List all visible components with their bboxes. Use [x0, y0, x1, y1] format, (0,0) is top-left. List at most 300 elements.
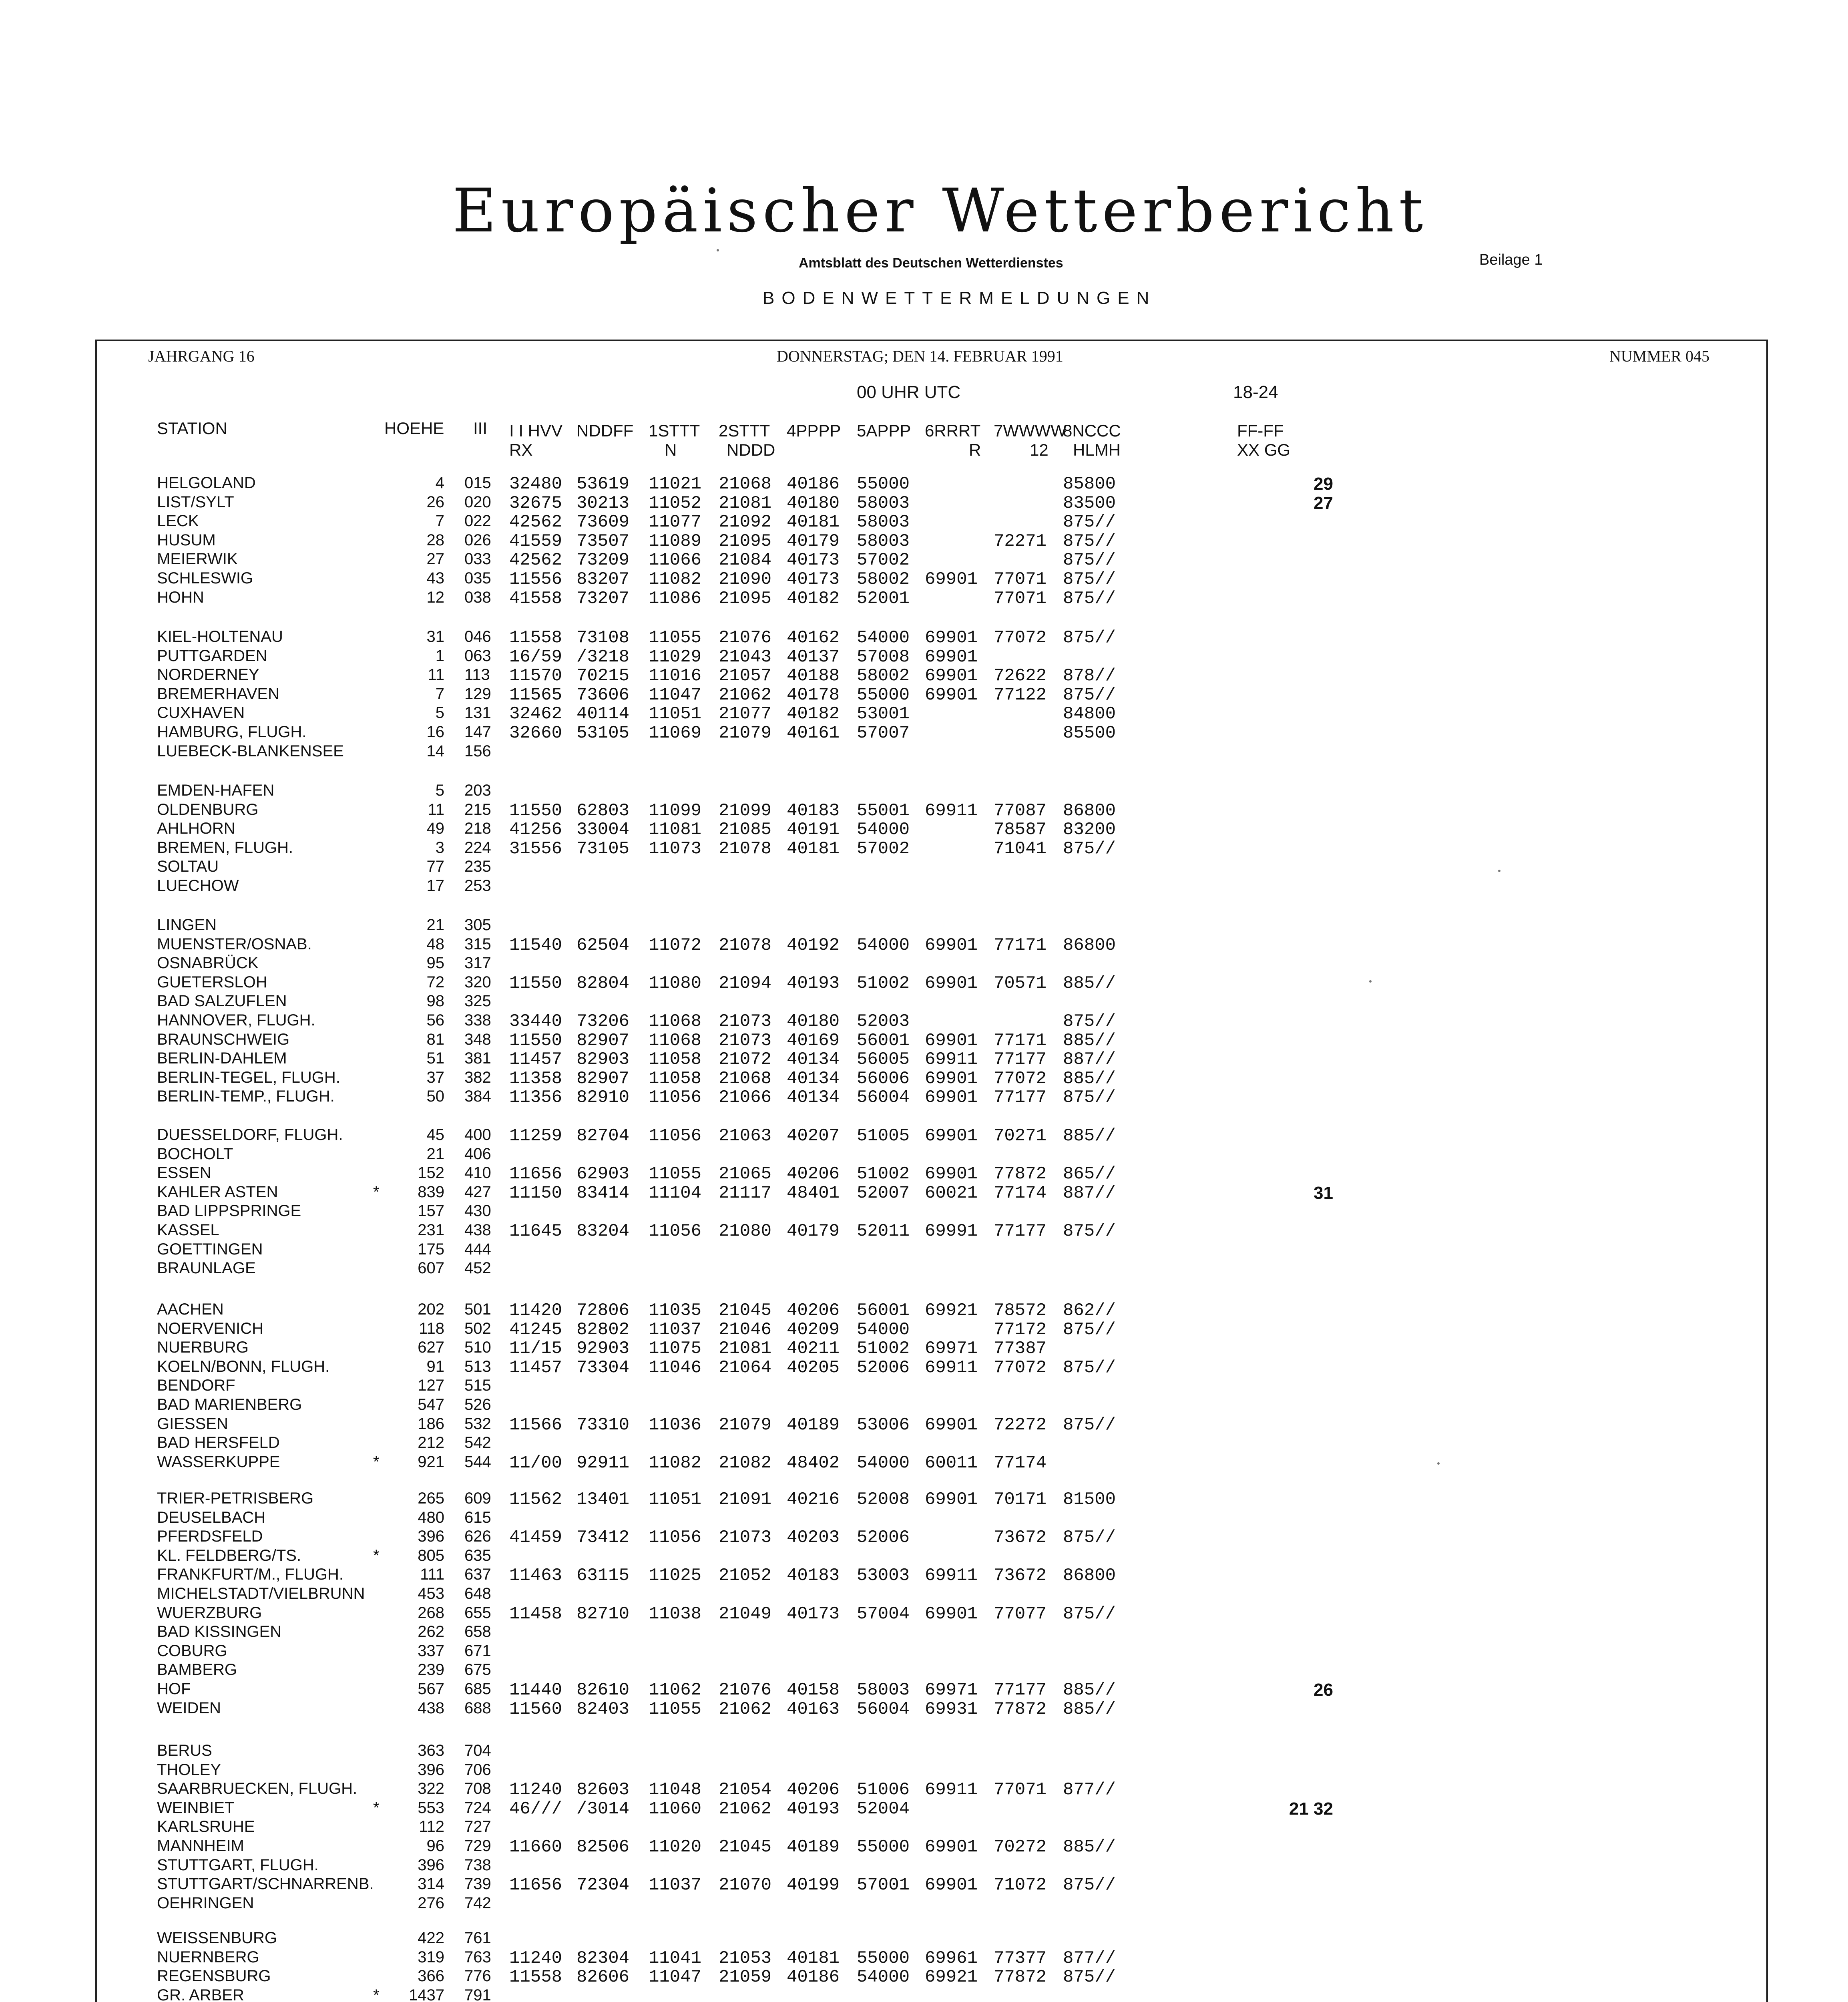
code-group-8: 77177: [994, 1221, 1047, 1241]
code-group-4: 21081: [719, 1339, 772, 1359]
code-group-7: 60021: [925, 1183, 978, 1203]
code-group-5: 40162: [787, 628, 840, 648]
code-group-5: 40206: [787, 1300, 840, 1321]
code-group-4: 21045: [719, 1837, 772, 1857]
station-id: 224: [464, 838, 491, 856]
station-name: MEIERWIK: [157, 550, 238, 568]
station-id: 203: [464, 782, 491, 799]
station-height: 27: [426, 550, 444, 568]
station-height: 127: [418, 1377, 444, 1395]
station-id: 776: [464, 1967, 491, 1985]
code-group-5: 40186: [787, 474, 840, 494]
code-group-9: 83500: [1063, 493, 1116, 513]
code-group-2: 72304: [576, 1875, 630, 1895]
station-id: 452: [464, 1259, 491, 1277]
table-row: [0, 1837, 1848, 1856]
station-id: 763: [464, 1948, 491, 1966]
code-group-9: 875//: [1063, 1087, 1116, 1108]
code-group-9: 875//: [1063, 569, 1116, 589]
code-group-9: 885//: [1063, 1068, 1116, 1089]
code-group-1: 33440: [509, 1011, 562, 1031]
code-group-7: 69911: [925, 1780, 978, 1800]
table-row: [0, 1780, 1848, 1799]
code-group-7: 69911: [925, 800, 978, 821]
station-name: LUECHOW: [157, 877, 239, 894]
code-group-8: 71041: [994, 838, 1047, 859]
code-group-7: 69971: [925, 1339, 978, 1359]
code-group-9: 84800: [1063, 704, 1116, 724]
station-name: WEINBIET: [157, 1799, 235, 1817]
table-row: [0, 704, 1848, 723]
code-group-1: 11540: [509, 935, 562, 955]
code-group-9: 86800: [1063, 800, 1116, 821]
col-g9-sub: HLMH: [1073, 440, 1121, 459]
code-group-6: 58003: [857, 1680, 910, 1700]
code-group-4: 21099: [719, 800, 772, 821]
table-row: [0, 474, 1848, 493]
table-row: [0, 1967, 1848, 1986]
station-id: 609: [464, 1489, 491, 1507]
table-row: [0, 1049, 1848, 1069]
code-group-4: 21057: [719, 666, 772, 686]
code-group-9: 86800: [1063, 935, 1116, 955]
code-group-6: 54000: [857, 1453, 910, 1473]
code-group-6: 58003: [857, 531, 910, 551]
station-name: MICHELSTADT/VIELBRUNN: [157, 1585, 365, 1602]
col-g7: 6RRRT: [925, 421, 981, 440]
code-group-5: 40134: [787, 1068, 840, 1089]
code-group-2: 73304: [576, 1357, 630, 1378]
code-group-8: 77072: [994, 1068, 1047, 1089]
station-name: OEHRINGEN: [157, 1894, 254, 1912]
code-group-1: 11656: [509, 1164, 562, 1184]
station-name: KARLSRUHE: [157, 1818, 255, 1836]
code-group-7: 60011: [925, 1453, 978, 1473]
code-group-6: 57002: [857, 838, 910, 859]
code-group-3: 11058: [649, 1068, 702, 1089]
code-group-6: 51002: [857, 1339, 910, 1359]
code-group-5: 40179: [787, 531, 840, 551]
table-row: [0, 916, 1848, 935]
station-id: 637: [464, 1566, 491, 1584]
code-group-4: 21049: [719, 1604, 772, 1624]
code-group-8: 77087: [994, 800, 1047, 821]
code-group-5: 40178: [787, 685, 840, 705]
code-group-2: /3218: [576, 647, 630, 667]
table-row: [0, 1799, 1848, 1818]
table-row: [0, 685, 1848, 704]
mountain-station-marker: *: [373, 1986, 380, 2002]
station-height: 49: [426, 820, 444, 838]
code-group-2: /3014: [576, 1799, 630, 1819]
code-group-5: 40206: [787, 1164, 840, 1184]
table-row: [0, 1818, 1848, 1837]
code-group-4: 21077: [719, 704, 772, 724]
code-group-5: 40209: [787, 1319, 840, 1340]
station-name: LIST/SYLT: [157, 493, 234, 511]
col-station: STATION: [157, 419, 227, 438]
station-name: BAD HERSFELD: [157, 1434, 280, 1452]
station-name: COBURG: [157, 1642, 227, 1660]
code-group-2: 40114: [576, 704, 630, 724]
code-group-3: 11021: [649, 474, 702, 494]
code-group-3: 11048: [649, 1780, 702, 1800]
code-group-8: 77077: [994, 1604, 1047, 1624]
station-height: 98: [426, 992, 444, 1010]
station-id: 724: [464, 1799, 491, 1817]
station-name: PFERDSFELD: [157, 1528, 263, 1546]
table-row: [0, 1240, 1848, 1260]
code-group-8: 72271: [994, 531, 1047, 551]
station-name: HOF: [157, 1680, 191, 1698]
code-group-6: 58002: [857, 666, 910, 686]
station-height: 363: [418, 1742, 444, 1759]
period-label: 18-24: [1233, 382, 1278, 402]
code-group-6: 58002: [857, 569, 910, 589]
station-name: BRAUNSCHWEIG: [157, 1030, 290, 1048]
code-group-7: 69921: [925, 1300, 978, 1321]
station-id: 325: [464, 992, 491, 1010]
code-group-1: 11458: [509, 1604, 562, 1624]
code-group-2: 82606: [576, 1967, 630, 1988]
code-group-1: 41558: [509, 588, 562, 609]
code-group-6: 55000: [857, 685, 910, 705]
code-group-6: 54000: [857, 935, 910, 955]
table-row: [0, 1259, 1848, 1278]
station-name: BOCHOLT: [157, 1145, 233, 1163]
station-name: BERLIN-TEGEL, FLUGH.: [157, 1068, 340, 1086]
code-group-3: 11025: [649, 1566, 702, 1586]
station-id: 526: [464, 1396, 491, 1413]
code-group-6: 55001: [857, 800, 910, 821]
station-name: NORDERNEY: [157, 666, 259, 684]
code-group-5: 40205: [787, 1357, 840, 1378]
wind-gust: 26: [1314, 1680, 1333, 1700]
code-group-8: 70272: [994, 1837, 1047, 1857]
code-group-9: 875//: [1063, 1415, 1116, 1435]
code-group-3: 11047: [649, 685, 702, 705]
code-group-4: 21062: [719, 1799, 772, 1819]
code-group-4: 21068: [719, 474, 772, 494]
station-name: DUESSELDORF, FLUGH.: [157, 1126, 343, 1144]
station-id: 430: [464, 1202, 491, 1220]
code-group-1: 11550: [509, 1030, 562, 1051]
station-height: 805: [418, 1546, 444, 1564]
table-row: [0, 1547, 1848, 1566]
code-group-5: 40134: [787, 1087, 840, 1108]
col-ff-sub: XX GG: [1237, 440, 1291, 459]
code-group-6: 51006: [857, 1780, 910, 1800]
code-group-5: 40182: [787, 704, 840, 724]
table-row: [0, 531, 1848, 551]
code-group-3: 11068: [649, 1011, 702, 1031]
code-group-7: 69901: [925, 1415, 978, 1435]
station-id: 015: [464, 474, 491, 492]
table-row: [0, 1528, 1848, 1547]
code-group-4: 21073: [719, 1528, 772, 1548]
code-group-4: 21062: [719, 685, 772, 705]
code-group-5: 40189: [787, 1415, 840, 1435]
station-height: 231: [418, 1221, 444, 1239]
code-group-4: 21078: [719, 935, 772, 955]
wind-gust: 27: [1314, 493, 1333, 513]
code-group-5: 40192: [787, 935, 840, 955]
date-label: DONNERSTAG; DEN 14. FEBRUAR 1991: [777, 347, 1063, 365]
col-g1-sub: RX: [509, 440, 533, 459]
col-g2: NDDFF: [576, 421, 634, 440]
table-row: [0, 1126, 1848, 1145]
scan-speck: [1498, 870, 1500, 872]
code-group-6: 55000: [857, 1948, 910, 1968]
code-group-4: 21052: [719, 1566, 772, 1586]
code-group-5: 40186: [787, 1967, 840, 1988]
code-group-4: 21073: [719, 1011, 772, 1031]
code-group-9: 86800: [1063, 1566, 1116, 1586]
station-id: 400: [464, 1126, 491, 1144]
station-height: 7: [435, 685, 444, 703]
station-name: BERLIN-DAHLEM: [157, 1049, 287, 1067]
mountain-station-marker: *: [373, 1453, 380, 1471]
station-name: BAD SALZUFLEN: [157, 992, 287, 1010]
station-height: 186: [418, 1415, 444, 1433]
table-row: [0, 1604, 1848, 1623]
code-group-6: 54000: [857, 820, 910, 840]
volume-label: JAHRGANG 16: [148, 347, 255, 365]
code-group-1: 11565: [509, 685, 562, 705]
station-id: 708: [464, 1780, 491, 1798]
code-group-4: 21085: [719, 820, 772, 840]
code-group-7: 69931: [925, 1699, 978, 1719]
code-group-2: 82910: [576, 1087, 630, 1108]
station-height: 95: [426, 954, 444, 972]
code-group-7: 69911: [925, 1357, 978, 1378]
code-group-2: 83414: [576, 1183, 630, 1203]
code-group-3: 11041: [649, 1948, 702, 1968]
code-group-6: 52007: [857, 1183, 910, 1203]
code-group-3: 11099: [649, 800, 702, 821]
code-group-1: 11358: [509, 1068, 562, 1089]
station-id: 729: [464, 1837, 491, 1855]
code-group-2: 73108: [576, 628, 630, 648]
code-group-3: 11052: [649, 493, 702, 513]
code-group-1: 11660: [509, 1837, 562, 1857]
code-group-1: 11463: [509, 1566, 562, 1586]
station-name: SAARBRUECKEN, FLUGH.: [157, 1780, 358, 1798]
col-id: III: [473, 419, 488, 438]
code-group-7: 69971: [925, 1680, 978, 1700]
station-name: BREMERHAVEN: [157, 685, 279, 703]
code-group-4: 21078: [719, 838, 772, 859]
table-row: [0, 628, 1848, 647]
code-group-4: 21090: [719, 569, 772, 589]
code-group-6: 53003: [857, 1566, 910, 1586]
code-group-3: 11036: [649, 1415, 702, 1435]
code-group-9: 81500: [1063, 1489, 1116, 1510]
station-height: 45: [426, 1126, 444, 1144]
station-id: 305: [464, 916, 491, 934]
station-name: BAMBERG: [157, 1661, 237, 1679]
station-id: 658: [464, 1623, 491, 1641]
col-g8-sub: 12: [1030, 440, 1049, 459]
code-group-3: 11082: [649, 569, 702, 589]
station-name: GR. ARBER: [157, 1986, 244, 2002]
station-height: 921: [418, 1453, 444, 1471]
table-row: [0, 1320, 1848, 1339]
station-name: LINGEN: [157, 916, 217, 934]
code-group-9: 862//: [1063, 1300, 1116, 1321]
station-height: 175: [418, 1240, 444, 1258]
code-group-5: 40181: [787, 838, 840, 859]
station-name: BENDORF: [157, 1377, 235, 1395]
code-group-7: 69901: [925, 1087, 978, 1108]
code-group-8: 77872: [994, 1699, 1047, 1719]
code-group-8: 77072: [994, 628, 1047, 648]
code-group-2: 82804: [576, 973, 630, 993]
code-group-7: 69911: [925, 1049, 978, 1070]
col-g4: 2STTT: [719, 421, 770, 440]
station-name: NOERVENICH: [157, 1319, 263, 1337]
code-group-1: 11457: [509, 1049, 562, 1070]
code-group-1: 42562: [509, 550, 562, 571]
scan-speck: [717, 249, 719, 251]
code-group-3: 11060: [649, 1799, 702, 1819]
table-row: [0, 1623, 1848, 1642]
code-group-6: 57007: [857, 723, 910, 743]
table-row: [0, 954, 1848, 973]
code-group-8: 70271: [994, 1126, 1047, 1146]
code-group-5: 40203: [787, 1528, 840, 1548]
code-group-3: 11056: [649, 1126, 702, 1146]
code-group-1: 11420: [509, 1300, 562, 1321]
code-group-2: 82903: [576, 1049, 630, 1070]
code-group-4: 21054: [719, 1780, 772, 1800]
code-group-3: 11055: [649, 1164, 702, 1184]
station-height: 51: [426, 1049, 444, 1067]
code-group-3: 11089: [649, 531, 702, 551]
code-group-2: 53619: [576, 474, 630, 494]
code-group-5: 40158: [787, 1680, 840, 1700]
code-group-9: 875//: [1063, 1967, 1116, 1988]
table-row: [0, 1031, 1848, 1050]
table-row: [0, 512, 1848, 531]
station-name: WEIDEN: [157, 1699, 221, 1717]
code-group-5: 40173: [787, 550, 840, 571]
col-height: HOEHE: [384, 419, 444, 438]
station-id: 427: [464, 1183, 491, 1201]
code-group-4: 21062: [719, 1699, 772, 1719]
code-group-7: 69901: [925, 666, 978, 686]
station-name: AACHEN: [157, 1300, 224, 1318]
table-row: [0, 1221, 1848, 1240]
code-group-8: 72272: [994, 1415, 1047, 1435]
code-group-8: 70171: [994, 1489, 1047, 1510]
station-height: 268: [418, 1604, 444, 1622]
station-height: 5: [435, 704, 444, 722]
station-height: 26: [426, 493, 444, 511]
station-height: 453: [418, 1585, 444, 1602]
table-row: [0, 1339, 1848, 1358]
station-height: 31: [426, 628, 444, 645]
code-group-8: 77171: [994, 935, 1047, 955]
code-group-1: 11550: [509, 800, 562, 821]
code-group-9: 887//: [1063, 1049, 1116, 1070]
station-name: BAD MARIENBERG: [157, 1396, 302, 1413]
code-group-5: 40207: [787, 1126, 840, 1146]
station-id: 156: [464, 742, 491, 760]
code-group-8: 71072: [994, 1875, 1047, 1895]
station-id: 502: [464, 1319, 491, 1337]
code-group-9: 875//: [1063, 628, 1116, 648]
station-height: 118: [419, 1319, 444, 1337]
code-group-8: 77071: [994, 569, 1047, 589]
station-name: STUTTGART, FLUGH.: [157, 1856, 319, 1874]
station-id: 026: [464, 531, 491, 549]
code-group-6: 52001: [857, 588, 910, 609]
station-name: BREMEN, FLUGH.: [157, 838, 293, 856]
station-name: KASSEL: [157, 1221, 219, 1239]
code-group-9: 875//: [1063, 685, 1116, 705]
code-group-7: 69911: [925, 1566, 978, 1586]
station-height: 112: [419, 1818, 444, 1836]
scan-speck: [1437, 1462, 1440, 1465]
code-group-2: 62803: [576, 800, 630, 821]
table-row: [0, 1358, 1848, 1377]
code-group-9: 875//: [1063, 1528, 1116, 1548]
code-group-3: 11068: [649, 1030, 702, 1051]
code-group-9: 887//: [1063, 1183, 1116, 1203]
col-g8: 7WWWW: [994, 421, 1067, 440]
station-id: 615: [464, 1508, 491, 1526]
code-group-5: 48402: [787, 1453, 840, 1473]
station-id: 033: [464, 550, 491, 568]
code-group-8: 77122: [994, 685, 1047, 705]
code-group-1: 41245: [509, 1319, 562, 1340]
code-group-2: 82704: [576, 1126, 630, 1146]
station-id: 688: [464, 1699, 491, 1717]
code-group-6: 51002: [857, 1164, 910, 1184]
table-row: [0, 1509, 1848, 1528]
code-group-1: 11240: [509, 1780, 562, 1800]
station-id: 315: [464, 935, 491, 953]
station-height: 396: [418, 1528, 444, 1546]
code-group-1: 31556: [509, 838, 562, 859]
station-id: 113: [464, 666, 490, 684]
station-height: 438: [418, 1699, 444, 1717]
table-row: [0, 1011, 1848, 1031]
station-height: 1437: [409, 1986, 444, 2002]
station-id: 501: [464, 1300, 491, 1318]
code-group-5: 48401: [787, 1183, 840, 1203]
code-group-1: 11556: [509, 569, 562, 589]
code-group-8: 77872: [994, 1967, 1047, 1988]
code-group-7: 69901: [925, 647, 978, 667]
code-group-7: 69991: [925, 1221, 978, 1241]
code-group-4: 21053: [719, 1948, 772, 1968]
code-group-8: 77872: [994, 1164, 1047, 1184]
code-group-9: 85800: [1063, 474, 1116, 494]
code-group-3: 11077: [649, 512, 702, 533]
code-group-2: 13401: [576, 1489, 630, 1510]
code-group-5: 40183: [787, 1566, 840, 1586]
code-group-2: 63115: [576, 1566, 630, 1586]
station-height: 553: [418, 1799, 444, 1817]
code-group-8: 77071: [994, 588, 1047, 609]
code-group-5: 40193: [787, 973, 840, 993]
code-group-2: 73105: [576, 838, 630, 859]
code-group-4: 21073: [719, 1030, 772, 1051]
station-height: 265: [418, 1489, 444, 1507]
code-group-1: 11566: [509, 1415, 562, 1435]
